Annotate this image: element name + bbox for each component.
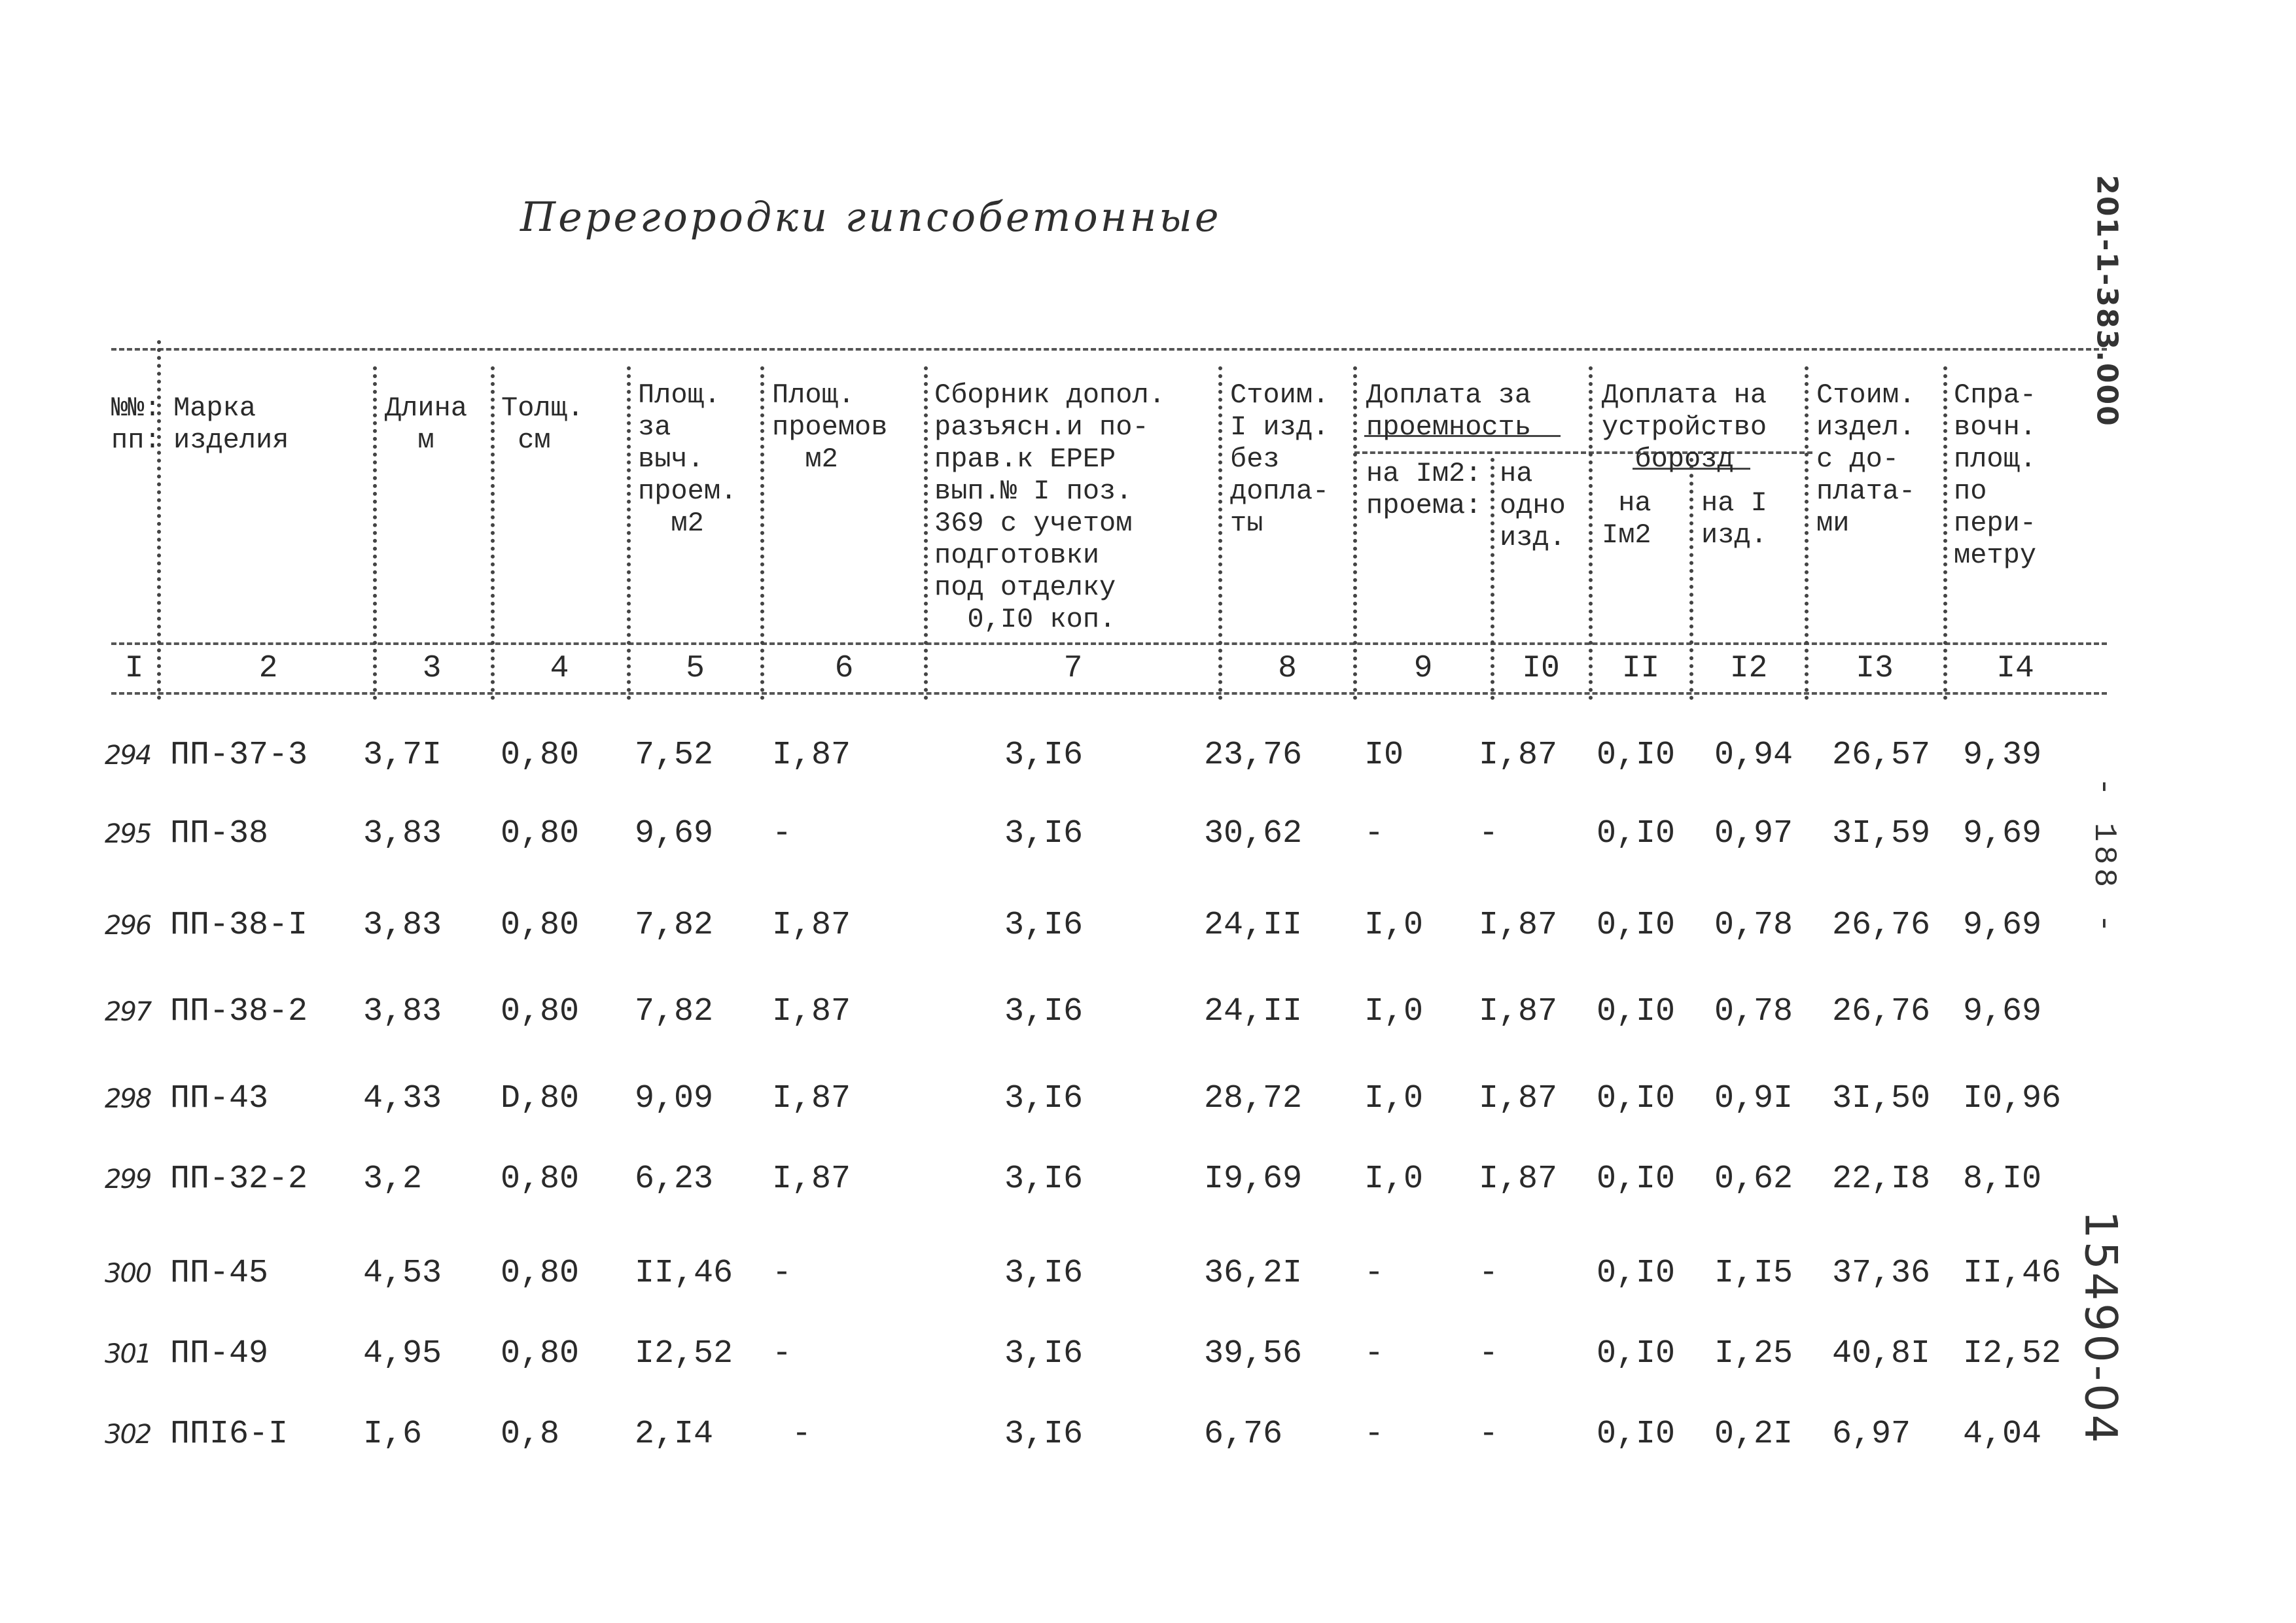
openings-area-value: I,87 (772, 1080, 851, 1117)
groove-per-item: 0,9I (1714, 1080, 1793, 1117)
groove-per-item: 0,62 (1714, 1161, 1793, 1198)
groove-per-item: 0,78 (1714, 993, 1793, 1030)
product-mark: ПП-38-2 (170, 993, 308, 1030)
area-value: 2,I4 (635, 1416, 714, 1453)
length-value: 3,2 (363, 1161, 423, 1198)
page-number-text: - 188 - (2086, 777, 2121, 937)
row-number: 299 (105, 1164, 151, 1195)
unit-cost-value: 30,62 (1204, 815, 1303, 852)
surcharge-per-item: I,87 (1479, 737, 1558, 774)
page-title: Перегородки гипсобетонные (520, 193, 1222, 241)
collection-value: 3,I6 (1004, 1080, 1084, 1117)
groove-per-item: 0,78 (1714, 907, 1793, 944)
thickness-value: 0,80 (501, 1255, 580, 1292)
surcharge-per-item: I,87 (1479, 1080, 1558, 1117)
surcharge-per-m2-opening: - (1364, 1335, 1385, 1372)
openings-area-value: I,87 (772, 1161, 851, 1198)
document-number-text: 15490-04 (2074, 1210, 2127, 1446)
area-value: 7,82 (635, 993, 714, 1030)
table-row (0, 733, 2296, 778)
header-total-cost: Стоим. издел. с до- плата- ми (1816, 379, 1916, 539)
product-mark: ПП-49 (170, 1335, 269, 1372)
groove-per-item: I,I5 (1714, 1255, 1793, 1292)
total-cost-value: 3I,50 (1832, 1080, 1931, 1117)
surcharge-per-m2-opening: I,0 (1364, 1161, 1424, 1198)
product-mark: ПП-43 (170, 1080, 269, 1117)
column-number: 2 (258, 651, 278, 686)
area-value: II,46 (635, 1255, 733, 1292)
thickness-value: 0,80 (501, 1161, 580, 1198)
header-unit-cost: Стоим. I изд. без допла- ты (1230, 379, 1330, 539)
collection-value: 3,I6 (1004, 1161, 1084, 1198)
header-group-borozd: Доплата на устройство борозд (1602, 379, 1767, 475)
thickness-value: 0,80 (501, 993, 580, 1030)
table-row (0, 1412, 2296, 1457)
reference-area-value: 9,39 (1963, 737, 2042, 774)
column-number: I4 (1996, 651, 2034, 686)
column-number: 5 (686, 651, 705, 686)
column-divider (373, 366, 377, 700)
reference-area-value: 9,69 (1963, 907, 2042, 944)
collection-value: 3,I6 (1004, 907, 1084, 944)
table-row (0, 811, 2296, 857)
table-row (0, 1157, 2296, 1202)
surcharge-per-item: - (1479, 1335, 1499, 1372)
surcharge-per-m2-opening: - (1364, 1255, 1385, 1292)
header-collection-ref: Сборник допол. разъясн.и по- прав.к ЕРЕР вып.№ I поз. 369 с учетом подготовки под отделку 0,I0 коп. (934, 379, 1165, 635)
table-top-rule (111, 348, 2107, 351)
surcharge-per-item: I,87 (1479, 907, 1558, 944)
column-number: I0 (1522, 651, 1560, 686)
column-number: 3 (422, 651, 442, 686)
column-divider (1353, 366, 1357, 700)
openings-area-value: - (792, 1416, 812, 1453)
product-mark: ПП-37-3 (170, 737, 308, 774)
total-cost-value: 37,36 (1832, 1255, 1931, 1292)
surcharge-per-item: - (1479, 815, 1499, 852)
length-value: 3,83 (363, 907, 442, 944)
groove-per-item: 0,97 (1714, 815, 1793, 852)
row-number: 301 (105, 1339, 151, 1369)
reference-area-value: 9,69 (1963, 815, 2042, 852)
header-per-m2: на Iм2 (1602, 487, 1651, 551)
length-value: 4,53 (363, 1255, 442, 1292)
groove-per-m2: 0,I0 (1597, 737, 1676, 774)
length-value: 3,7I (363, 737, 442, 774)
row-number: 297 (105, 997, 151, 1027)
groove-per-item: I,25 (1714, 1335, 1793, 1372)
header-openings-area: Площ. проемов м2 (772, 379, 888, 475)
groove-per-item: 0,94 (1714, 737, 1793, 774)
product-mark: ПП-38-I (170, 907, 308, 944)
header-row-number: №№: пп: (111, 393, 161, 456)
area-value: 6,23 (635, 1161, 714, 1198)
side-code-stamp (2068, 170, 2146, 432)
surcharge-per-m2-opening: I0 (1364, 737, 1404, 774)
table-row (0, 989, 2296, 1035)
collection-value: 3,I6 (1004, 815, 1084, 852)
groove-per-m2: 0,I0 (1597, 1255, 1676, 1292)
column-divider (1689, 458, 1693, 700)
groove-per-item: 0,2I (1714, 1416, 1793, 1453)
header-per-item: на одно изд. (1500, 458, 1566, 553)
openings-area-value: I,87 (772, 993, 851, 1030)
total-cost-value: 3I,59 (1832, 815, 1931, 852)
collection-value: 3,I6 (1004, 993, 1084, 1030)
row-number: 294 (105, 741, 151, 771)
column-number: 9 (1413, 651, 1433, 686)
length-value: 4,33 (363, 1080, 442, 1117)
header-reference-area: Спра- вочн. площ. по пери- метру (1954, 379, 2037, 571)
column-divider (1589, 366, 1593, 700)
thickness-value: D,80 (501, 1080, 580, 1117)
thickness-value: 0,80 (501, 907, 580, 944)
header-mark: Марка изделия (173, 393, 289, 456)
column-divider (1805, 366, 1809, 700)
groove-per-m2: 0,I0 (1597, 815, 1676, 852)
column-divider (1491, 458, 1494, 700)
openings-area-value: - (772, 1335, 792, 1372)
openings-area-value: I,87 (772, 737, 851, 774)
column-divider (1943, 366, 1947, 700)
total-cost-value: 26,76 (1832, 993, 1931, 1030)
column-number: 4 (550, 651, 569, 686)
surcharge-per-m2-opening: - (1364, 1416, 1385, 1453)
reference-area-value: 8,I0 (1963, 1161, 2042, 1198)
collection-value: 3,I6 (1004, 1255, 1084, 1292)
groove-per-m2: 0,I0 (1597, 1335, 1676, 1372)
table-row (0, 903, 2296, 949)
reference-area-value: 4,04 (1963, 1416, 2042, 1453)
unit-cost-value: I9,69 (1204, 1161, 1303, 1198)
column-number: I (124, 651, 144, 686)
surcharge-per-m2-opening: I,0 (1364, 993, 1424, 1030)
column-number: I3 (1856, 651, 1894, 686)
row-number: 302 (105, 1420, 151, 1450)
collection-value: 3,I6 (1004, 1416, 1084, 1453)
area-value: I2,52 (635, 1335, 733, 1372)
groove-per-m2: 0,I0 (1597, 1161, 1676, 1198)
total-cost-value: 26,57 (1832, 737, 1931, 774)
table-row (0, 1076, 2296, 1122)
thickness-value: 0,8 (501, 1416, 560, 1453)
row-number: 300 (105, 1259, 151, 1289)
row-number: 295 (105, 819, 151, 849)
collection-value: 3,I6 (1004, 1335, 1084, 1372)
unit-cost-value: 36,2I (1204, 1255, 1303, 1292)
surcharge-per-m2-opening: I,0 (1364, 907, 1424, 944)
unit-cost-value: 28,72 (1204, 1080, 1303, 1117)
groove-per-m2: 0,I0 (1597, 907, 1676, 944)
openings-area-value: I,87 (772, 907, 851, 944)
product-mark: ППI6-I (170, 1416, 289, 1453)
openings-area-value: - (772, 815, 792, 852)
area-value: 9,69 (635, 815, 714, 852)
column-divider (1218, 366, 1222, 700)
thickness-value: 0,80 (501, 815, 580, 852)
total-cost-value: 22,I8 (1832, 1161, 1931, 1198)
column-divider (491, 366, 495, 700)
total-cost-value: 40,8I (1832, 1335, 1931, 1372)
reference-area-value: I0,96 (1963, 1080, 2062, 1117)
thickness-value: 0,80 (501, 1335, 580, 1372)
reference-area-value: I2,52 (1963, 1335, 2062, 1372)
product-mark: ПП-45 (170, 1255, 269, 1292)
collection-value: 3,I6 (1004, 737, 1084, 774)
groove-per-m2: 0,I0 (1597, 1080, 1676, 1117)
table-row (0, 1331, 2296, 1377)
header-per-m2-opening: на Iм2: проема: (1366, 458, 1482, 521)
header-group-proemnost: Доплата за проемность (1366, 379, 1532, 443)
length-value: 3,83 (363, 815, 442, 852)
unit-cost-value: 24,II (1204, 993, 1303, 1030)
length-value: I,6 (363, 1416, 423, 1453)
table-row (0, 1251, 2296, 1297)
product-mark: ПП-32-2 (170, 1161, 308, 1198)
product-mark: ПП-38 (170, 815, 269, 852)
unit-cost-value: 24,II (1204, 907, 1303, 944)
column-divider (924, 366, 928, 700)
column-number: I2 (1729, 651, 1768, 686)
row-number: 296 (105, 911, 151, 941)
surcharge-per-m2-opening: I,0 (1364, 1080, 1424, 1117)
groove-per-m2: 0,I0 (1597, 993, 1676, 1030)
header-per-one-item: на I изд. (1701, 487, 1767, 551)
area-value: 9,09 (635, 1080, 714, 1117)
reference-area-value: 9,69 (1963, 993, 2042, 1030)
column-number: 7 (1063, 651, 1083, 686)
length-value: 3,83 (363, 993, 442, 1030)
surcharge-per-item: I,87 (1479, 1161, 1558, 1198)
header-length: Длина м (385, 393, 468, 456)
surcharge-per-item: - (1479, 1416, 1499, 1453)
column-divider (627, 366, 631, 700)
column-number: 8 (1278, 651, 1297, 686)
unit-cost-value: 23,76 (1204, 737, 1303, 774)
column-divider (760, 366, 764, 700)
header-area-net: Площ. за выч. проем. м2 (638, 379, 737, 539)
area-value: 7,82 (635, 907, 714, 944)
surcharge-per-item: - (1479, 1255, 1499, 1292)
unit-cost-value: 39,56 (1204, 1335, 1303, 1372)
surcharge-per-item: I,87 (1479, 993, 1558, 1030)
surcharge-per-m2-opening: - (1364, 815, 1385, 852)
length-value: 4,95 (363, 1335, 442, 1372)
openings-area-value: - (772, 1255, 792, 1292)
area-value: 7,52 (635, 737, 714, 774)
total-cost-value: 6,97 (1832, 1416, 1911, 1453)
column-number: II (1621, 651, 1660, 686)
thickness-value: 0,80 (501, 737, 580, 774)
side-code-text: 201-1-383.000 (2090, 175, 2124, 427)
groove-per-m2: 0,I0 (1597, 1416, 1676, 1453)
reference-area-value: II,46 (1963, 1255, 2062, 1292)
total-cost-value: 26,76 (1832, 907, 1931, 944)
unit-cost-value: 6,76 (1204, 1416, 1283, 1453)
row-number: 298 (105, 1084, 151, 1114)
column-number: 6 (834, 651, 854, 686)
header-thickness: Толщ. см (501, 393, 584, 456)
